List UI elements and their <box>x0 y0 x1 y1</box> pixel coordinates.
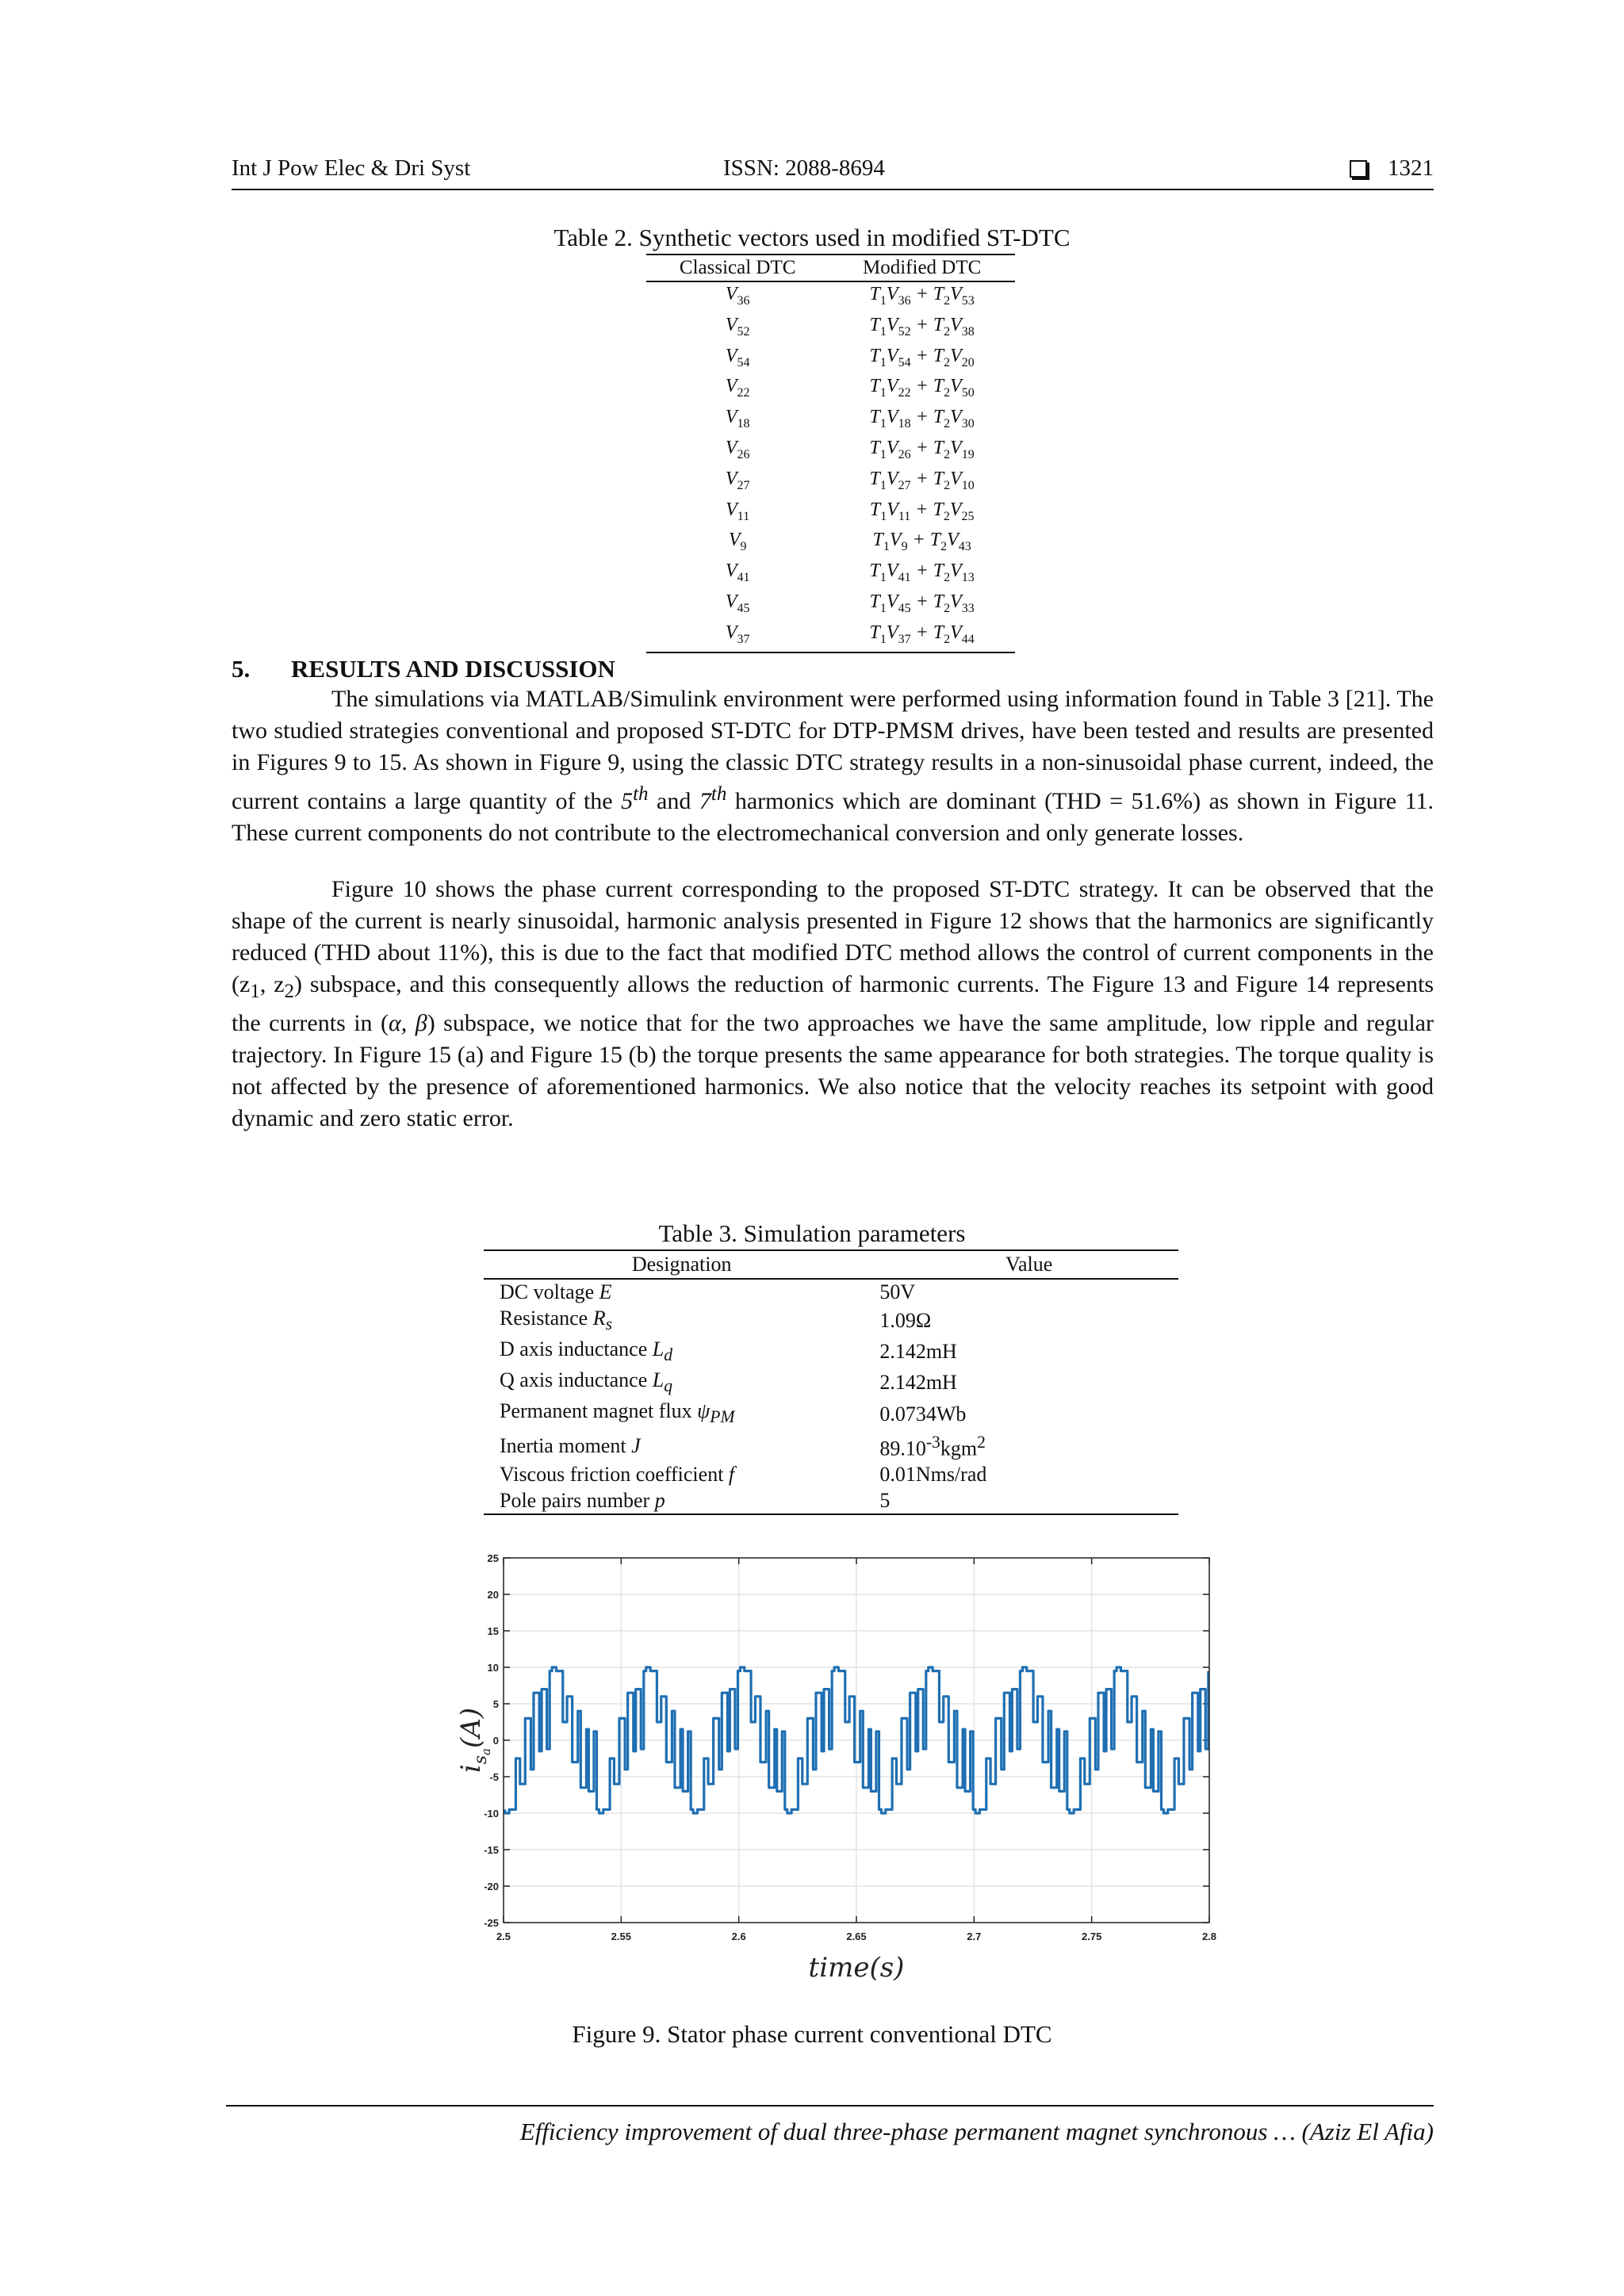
table2-modified-cell: $T_1V_{37} + T_2V_{44}$ <box>869 622 975 646</box>
table3-row <box>484 1306 1178 1337</box>
y-tick-label: 10 <box>487 1662 499 1674</box>
table2-row <box>646 344 1015 375</box>
paragraph-2: Figure 10 shows the phase current corresponding to the proposed ST-DTC strategy. It can be observed that the shape of the current is nearly sinusoidal, harmonic analysis presented in Figure 12 shows that the harmonics are significantly reduced (THD about 11%), this is due to the fact that modified DTC method allows the control of current components in the ($z_1$, $z_2$) subspace, and this consequently allows the reduction of harmonic currents. The Figure 13 and Figure 14 represents the currents in (α, β) subspace, we notice that for the two approaches we have the same amplitude, low ripple and regular trajectory. In Figure 15 (a) and Figure 15 (b) the torque presents the same appearance for both strategies. The torque quality is not affected by the presence of aforementioned harmonics. We also notice that the velocity reaches its setpoint with good dynamic and zero static error. <box>232 876 1434 1131</box>
table2-classical-cell: $V_{22}$ <box>725 376 750 400</box>
table2-modified-cell: $T_1V_{18} + T_2V_{30}$ <box>869 407 975 430</box>
page-footer: Efficiency improvement of dual three-phase permanent magnet synchronous … (Aziz El Afia) <box>226 2105 1434 2146</box>
table3-designation-cell: Viscous friction coefficient f <box>500 1463 735 1487</box>
table2-classical-cell: $V_{27}$ <box>725 468 750 492</box>
table3-value-cell: 1.09Ω <box>879 1309 932 1333</box>
page-header <box>232 155 1434 190</box>
table3-designation-cell: Resistance $R_s$ <box>500 1306 613 1334</box>
section-number: 5. <box>232 655 251 683</box>
table2-row <box>646 590 1015 621</box>
table3 <box>484 1249 1178 1515</box>
table2-caption: Table 2. Synthetic vectors used in modified ST-DTC <box>553 224 1071 251</box>
table2-classical-cell: $V_{45}$ <box>725 591 750 615</box>
table2-classical-cell: $V_{36}$ <box>725 284 750 308</box>
table3-value-cell: $89.10^{-3}kgm^2$ <box>879 1433 986 1460</box>
table2-header-classical: Classical DTC <box>646 255 829 281</box>
table3-designation-cell: Pole pairs number p <box>500 1488 665 1512</box>
paragraph-1: The simulations via MATLAB/Simulink environment were performed using information found in Table 3 [21]. The two studied strategies conventional and proposed ST-DTC for DTP-PMSM drives, have been tested and results are presented in Figures 9 to 15. As shown in Figure 9, using the classic DTC strategy results in a non-sinusoidal phase current, indeed, the current contains a large quantity of the 5th and 7th harmonics which are dominant (THD = 51.6%) as shown in Figure 11. These current components do not contribute to the electromechanical conversion and only generate losses. <box>232 686 1434 846</box>
table3-value-cell: 2.142mH <box>879 1340 957 1364</box>
table2-classical-cell: $V_{37}$ <box>725 622 750 646</box>
table2-classical-cell: $V_{18}$ <box>725 407 750 430</box>
page-number: 1321 <box>1388 155 1434 181</box>
x-tick-label: 2.8 <box>1201 1931 1217 1942</box>
y-tick-label: -25 <box>484 1917 499 1929</box>
table2-row <box>646 281 1015 313</box>
superscript-th: th <box>710 783 727 805</box>
table2-modified-cell: $T_1V_9 + T_2V_{43}$ <box>872 530 971 554</box>
table2-modified-cell: $T_1V_{22} + T_2V_{50}$ <box>869 376 975 400</box>
figure9-caption: Figure 9. Stator phase current conventional DTC <box>572 2020 1052 2048</box>
table2-modified-cell: $T_1V_{54} + T_2V_{20}$ <box>869 345 975 369</box>
table3-value-cell: 2.142mH <box>879 1371 957 1395</box>
table3-value-cell: 5 <box>879 1488 891 1512</box>
table2-row <box>646 498 1015 529</box>
journal-name: Int J Pow Elec & Dri Syst <box>232 155 471 181</box>
table3-row <box>484 1429 1178 1462</box>
table2-classical-cell: $V_9$ <box>728 530 747 554</box>
table2-row <box>646 313 1015 344</box>
figure9-chart <box>444 1546 1221 1990</box>
table2-header-modified: Modified DTC <box>829 255 1015 281</box>
y-tick-label: -5 <box>489 1771 499 1783</box>
y-tick-label: 5 <box>492 1698 499 1710</box>
table2-modified-cell: $T_1V_{36} + T_2V_{53}$ <box>869 284 975 308</box>
table3-row <box>484 1368 1178 1399</box>
table2-modified-cell: $T_1V_{11} + T_2V_{25}$ <box>869 499 975 523</box>
page-number-group <box>1350 155 1434 182</box>
section-heading <box>232 655 615 683</box>
x-tick-label: 2.75 <box>1082 1931 1102 1942</box>
table2-classical-cell: $V_{26}$ <box>725 437 750 461</box>
y-tick-label: -10 <box>484 1808 499 1820</box>
y-tick-label: 25 <box>487 1552 499 1564</box>
table2-modified-cell: $T_1V_{45} + T_2V_{33}$ <box>869 591 975 615</box>
table3-row <box>484 1487 1178 1513</box>
table3-value-cell: 50V <box>879 1280 916 1304</box>
table2-row <box>646 374 1015 405</box>
table3-designation-cell: D axis inductance $L_d$ <box>500 1337 673 1364</box>
section-title: RESULTS AND DISCUSSION <box>291 655 615 683</box>
y-axis-label: $i_sa(A)$ <box>455 1707 493 1774</box>
table3-row <box>484 1337 1178 1368</box>
issn: ISSN: 2088-8694 <box>723 155 885 181</box>
table3-value-cell: 0.01Nms/rad <box>879 1463 987 1487</box>
x-tick-label: 2.5 <box>496 1931 511 1942</box>
table3-row <box>484 1462 1178 1488</box>
x-axis-label: time(s) <box>808 1952 905 1984</box>
x-tick-label: 2.7 <box>967 1931 982 1942</box>
table2-row <box>646 621 1015 652</box>
table3-designation-cell: Permanent magnet flux $\psi_{PM}$ <box>500 1399 735 1427</box>
y-tick-label: -15 <box>484 1844 499 1856</box>
table3-header-designation: Designation <box>484 1251 879 1279</box>
table2-classical-cell: $V_{11}$ <box>726 499 750 523</box>
table3-designation-cell: Inertia moment J <box>500 1433 641 1457</box>
table2-modified-cell: $T_1V_{41} + T_2V_{13}$ <box>869 561 975 584</box>
table2-row <box>646 436 1015 467</box>
x-tick-label: 2.65 <box>846 1931 867 1942</box>
table3-body <box>484 1279 1178 1513</box>
table2-row <box>646 467 1015 498</box>
table2-body <box>646 281 1015 652</box>
y-tick-label: 20 <box>487 1589 499 1601</box>
table3-row <box>484 1279 1178 1306</box>
table3-caption: Table 3. Simulation parameters <box>658 1219 966 1247</box>
table2-classical-cell: $V_{54}$ <box>725 345 750 369</box>
y-tick-label: -20 <box>484 1881 499 1892</box>
checkbox-square-icon <box>1350 160 1367 178</box>
table2-modified-cell: $T_1V_{27} + T_2V_{10}$ <box>869 468 975 492</box>
table2 <box>646 254 1015 653</box>
table3-designation-cell: Q axis inductance $L_q$ <box>500 1368 673 1396</box>
x-tick-label: 2.6 <box>731 1931 746 1942</box>
table2-modified-cell: $T_1V_{52} + T_2V_{38}$ <box>869 314 975 339</box>
table2-row <box>646 559 1015 590</box>
y-tick-label: 15 <box>487 1625 499 1637</box>
table2-classical-cell: $V_{52}$ <box>725 314 750 339</box>
table3-row <box>484 1399 1178 1429</box>
table2-classical-cell: $V_{41}$ <box>725 561 750 584</box>
table3-value-cell: 0.0734Wb <box>879 1402 967 1425</box>
table3-header-value: Value <box>879 1251 1178 1279</box>
y-tick-label: 0 <box>492 1735 499 1747</box>
table2-modified-cell: $T_1V_{26} + T_2V_{19}$ <box>869 437 975 461</box>
x-tick-label: 2.55 <box>611 1931 631 1942</box>
table3-designation-cell: DC voltage E <box>500 1280 612 1304</box>
table2-row <box>646 528 1015 559</box>
table2-row <box>646 405 1015 436</box>
